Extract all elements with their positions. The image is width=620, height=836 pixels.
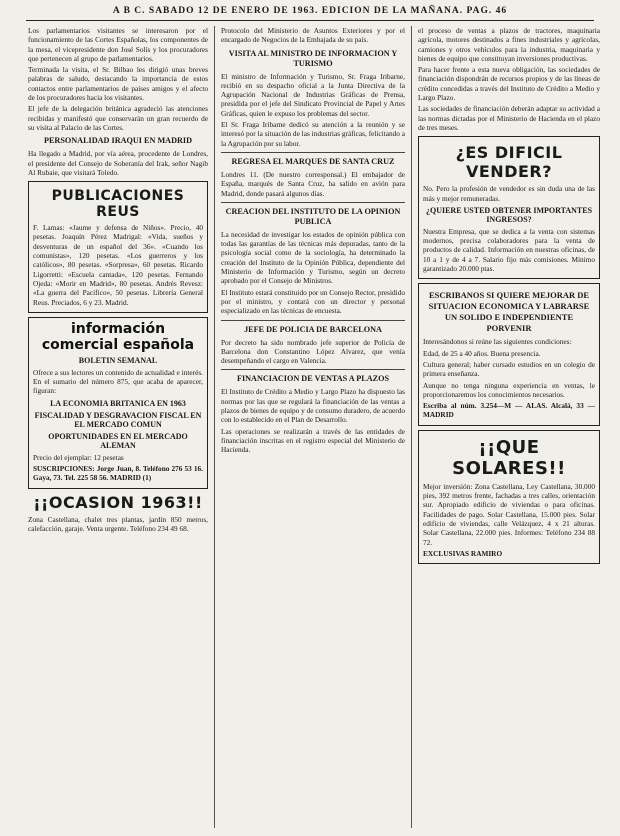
article-text: El ministro de Información y Turismo, Sr. Fraga Iribarne, recibió en su despacho oficial a la Junta Directiva de la Agrupación Nacional de Industrias Gráficas de Prensa, presidida por el jefe del Sindicato Provincial de Papel y Artes Gráficas, quien le expuso los problemas del sector. bbox=[221, 71, 405, 118]
ad-text: F. Lamas: «Jaume y defensa de Niños». Precio, 40 pesetas. Joaquín Pérez Madrigal: «Vida, sueños y desventuras de un español del 36». «Cuando los comunistas», 120 pesetas. «Los guerreros y los católicos», 80 pesetas. «Sorpresa», 60 pesetas. Ricardo Ligorretti: «Escuela cantada», 120 pesetas. Fernando Ojeda: «Morir en Madrid», 80 pesetas. Andrés Revesz: «La guerra del Pacífico», 50 pesetas. Librería General Reus. Preciados, 6 y 23. Madrid. bbox=[33, 223, 203, 307]
ad-footer: EXCLUSIVAS RAMIRO bbox=[423, 548, 503, 558]
ad-que-solares bbox=[418, 430, 600, 564]
ad-escribanos bbox=[418, 283, 600, 425]
article-heading: CREACION DEL INSTITUTO DE LA OPINION PUBLICA bbox=[225, 206, 401, 226]
divider bbox=[221, 152, 405, 153]
ad-condition: Aunque no tenga ninguna experiencia en ventas, le proporcionaremos los conocimientos necesarios. bbox=[423, 380, 595, 399]
article-text: El Instituto de Crédito a Medio y Largo Plazo ha dispuesto las normas por las que se regulará la financiación de las ventas a plazos de bienes de equipo y de consumo duradero, de acuerdo con lo establecido en el Plan de Desarrollo. bbox=[221, 387, 405, 425]
article-heading: VISITA AL MINISTRO DE INFORMACION Y TURISMO bbox=[228, 48, 398, 68]
divider bbox=[221, 320, 405, 321]
ad-item: OPORTUNIDADES EN EL MERCADO ALEMAN bbox=[48, 431, 188, 450]
column-3 bbox=[418, 26, 600, 830]
divider bbox=[221, 202, 405, 203]
divider bbox=[221, 369, 405, 370]
article-heading: JEFE DE POLICIA DE BARCELONA bbox=[244, 324, 382, 334]
ad-es-dificil-vender bbox=[418, 136, 600, 279]
ad-address: SUSCRIPCIONES: Jorge Juan, 8. Teléfono 276 53 16. Gaya, 73. Tel. 225 58 56. MADRID (1) bbox=[33, 464, 203, 483]
ad-contact: Escriba al núm. 3.254—M — ALAS. Alcalá, 33 — MADRID bbox=[423, 401, 595, 420]
article-text: el proceso de ventas a plazos de tractores, maquinaria agrícola, motores destinados a fines industriales y agrícolas, camiones y otros vehículos para la industria, maquinaria y bienes de equipo que constituyan inversiones productivas. bbox=[418, 26, 600, 63]
ad-price: Precio del ejemplar: 12 pesetas bbox=[33, 452, 124, 462]
article-text: El Instituto estará constituido por un Consejo Rector, presidido por el ministro, y contará con un director y personal especializado en las técnicas de encuesta. bbox=[221, 287, 405, 316]
ad-text: Ofrece a sus lectores un contenido de actualidad e interés. En el sumario del número 875, que acaba de aparecer, figuran: bbox=[33, 367, 203, 396]
ad-title: PUBLICACIONES REUS bbox=[51, 188, 185, 221]
ad-item: LA ECONOMIA BRITANICA EN 1963 bbox=[50, 398, 186, 408]
column-rule bbox=[214, 26, 215, 828]
article-text: El jefe de la delegación británica agradeció las atenciones recibidas y manifestó que conservarán un gran recuerdo de su visita al Palacio de las Cortes. bbox=[28, 104, 208, 132]
ad-text: Zona Castellana, chalet tres plantas, jardín 850 metros, calefacción, garaje. Venta urgente. Teléfono 234 49 68. bbox=[28, 514, 208, 533]
ad-item: FISCALIDAD Y DESGRAVACION FISCAL EN EL MERCADO COMUN bbox=[34, 410, 202, 429]
article-text: Londres 11. (De nuestro corresponsal.) El embajador de España, marqués de Santa Cruz, ha salido en avión para Madrid, donde pasará algunos días. bbox=[221, 169, 405, 198]
article-text: Los parlamentarios visitantes se interesaron por el funcionamiento de las Cortes Españolas, los componentes de la mesa, el vicepresidente don José Solís y los procuradores que pertenecen al grupo de parlamentarios. bbox=[28, 26, 208, 63]
ad-ocasion-title: ¡¡OCASION 1963!! bbox=[33, 492, 203, 512]
article-text: Protocolo del Ministerio de Asuntos Exteriores y por el encargado de Negocios de la Embajada de su país. bbox=[221, 26, 405, 45]
ad-title: ESCRIBANOS SI QUIERE MEJORAR DE SITUACION ECONOMICA Y LABRARSE UN SOLIDO E INDEPENDIENTE PORVENIR bbox=[428, 290, 590, 334]
ad-informacion-comercial bbox=[28, 317, 208, 489]
ad-condition: Edad, de 25 a 40 años. Buena presencia. bbox=[423, 348, 541, 358]
column-2 bbox=[221, 26, 405, 830]
article-text: Por decreto ha sido nombrado jefe superior de Policía de Barcelona don Constantino López Alvarez, que venía desempeñando el cargo en Valencia. bbox=[221, 337, 405, 366]
page-header: A B C. SABADO 12 DE ENERO DE 1963. EDICION DE LA MAÑANA. PAG. 46 bbox=[26, 6, 594, 21]
article-text: Para hacer frente a esta nueva obligación, las sociedades de financiación dispondrán de recursos propios y de las líneas de crédito concedidas a través del Instituto de Crédito a Medio y Largo Plazo. bbox=[418, 65, 600, 103]
ad-title: ¿ES DIFICIL VENDER? bbox=[455, 143, 563, 182]
article-text: Ha llegado a Madrid, por vía aérea, procedente de Londres, el presidente del Consejo de Soberanía del Irak, señor Nagib Al Rubaie, que visitará Toledo. bbox=[28, 149, 208, 177]
ad-publicaciones-reus bbox=[28, 181, 208, 313]
article-heading: REGRESA EL MARQUES DE SANTA CRUZ bbox=[231, 156, 395, 166]
article-text: El Sr. Fraga Iribarne dedicó su atención a la reunión y se interesó por la situación de las industrias gráficas, felicitando a la Agrupación por su labor. bbox=[221, 120, 405, 148]
ad-text: Interesándonos si reúne las siguientes condiciones: bbox=[423, 337, 572, 347]
ad-text: Nuestra Empresa, que se dedica a la venta con sistemas modernos, precisa colaboradores para la venta de productos de calidad. Información en nuestras oficinas, de 10 a 1 y de 4 a 7. Salario fijo más comisiones. Mínimo garantizado 20.000 ptas. bbox=[423, 226, 595, 274]
ad-title: información comercial española bbox=[41, 320, 195, 353]
column-rule bbox=[411, 26, 412, 828]
article-text: Las operaciones se realizarán a través de las entidades de financiación inscritas en el registro especial del Ministerio de Hacienda. bbox=[221, 426, 405, 455]
ad-text: Mejor inversión: Zona Castellana, Ley Castellana, 30.000 pies, 392 metros frente, fachadas a tres calles, orientación sur. Apropiado edificio de viviendas o para oficinas. Facilidades de pago. Solar Castellana, 15.000 pies. Solar edificio de viviendas, calle Velázquez, 4 x 21 alturas. Solar Castellana, 22.000 pies. Informes: Teléfono 234 88 72. bbox=[423, 481, 595, 547]
column-1 bbox=[28, 26, 208, 830]
article-text: Las sociedades de financiación deberán adaptar su actividad a las normas dictadas por el Ministerio de Hacienda en el plazo de tres meses. bbox=[418, 104, 600, 132]
ad-question: ¿QUIERE USTED OBTENER IMPORTANTES INGRESOS? bbox=[425, 205, 593, 224]
ad-subtitle: BOLETIN SEMANAL bbox=[78, 355, 158, 365]
ad-condition: Cultura general; haber cursado estudios en un colegio de primera enseñanza. bbox=[423, 359, 595, 379]
ad-title: ¡¡QUE SOLARES!! bbox=[452, 436, 566, 479]
article-heading: PERSONALIDAD IRAQUI EN MADRID bbox=[43, 136, 193, 146]
article-text: Terminada la visita, el Sr. Bilbao les dirigió unas breves palabras de saludo, destacando la importancia de estos contactos entre parlamentarios de países amigos y el afecto de los procuradores hacia los visitantes. bbox=[28, 65, 208, 103]
article-text: La necesidad de investigar los estados de opinión pública con todas las garantías de las técnicas más depuradas, tanto de la psicología social como de la sociología, ha determinado la creación del Instituto de la Opinión Pública, dependiente del Ministerio de Información y Turismo, según un decreto aprobado por el Consejo de Ministros. bbox=[221, 229, 405, 286]
ad-text: No. Pero la profesión de vendedor es sin duda una de las más y mejor remuneradas. bbox=[423, 184, 595, 203]
article-heading: FINANCIACION DE VENTAS A PLAZOS bbox=[236, 374, 390, 384]
